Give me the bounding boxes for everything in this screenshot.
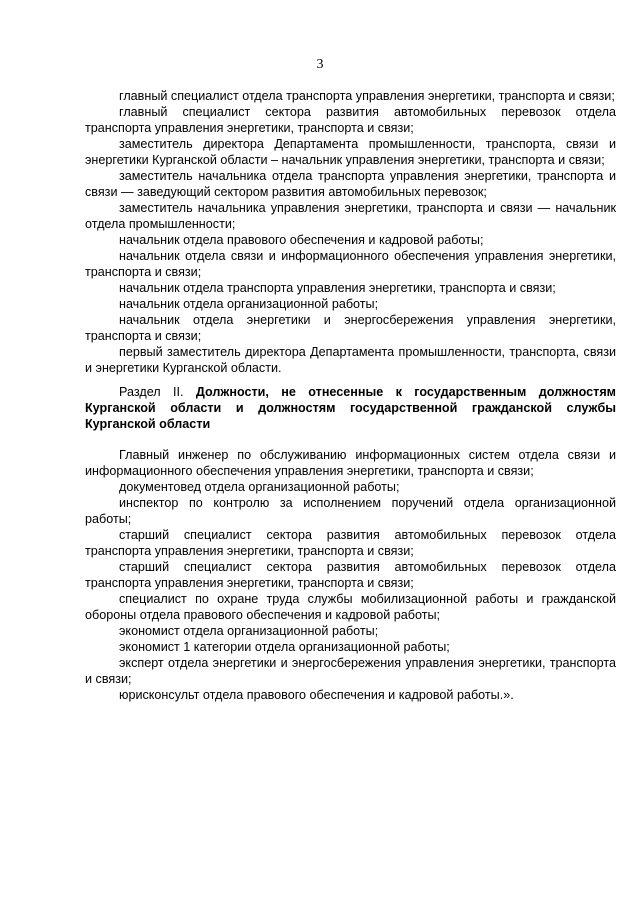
list-item: начальник отдела организационной работы; — [119, 297, 379, 311]
list-item: экономист 1 категории отдела организационной работы; — [119, 640, 450, 654]
list-item: начальник отдела правового обеспечения и кадровой работы; — [119, 233, 484, 247]
list-item: юрисконсульт отдела правового обеспечения и кадровой работы.». — [119, 688, 514, 702]
list-item: специалист по охране труда службы мобилизационной работы и гражданской обороны отдела правового обеспечения и кадровой работы; — [85, 592, 616, 622]
list-item: эксперт отдела энергетики и энергосбережения управления энергетики, транспорта и связи; — [85, 656, 616, 686]
list-item: Главный инженер по обслуживанию информационных систем отдела связи и информационного обеспечения управления энергетики, транспорта и связи; — [85, 448, 616, 478]
list-item: заместитель начальника управления энергетики, транспорта и связи — начальник отдела промышленности; — [85, 201, 616, 231]
section-heading-text — [85, 384, 616, 432]
list-item: экономист отдела организационной работы; — [119, 624, 379, 638]
list-item: старший специалист сектора развития автомобильных перевозок отдела транспорта управления энергетики, транспорта и связи; — [85, 528, 616, 558]
list-item: начальник отдела транспорта управления энергетики, транспорта и связи; — [119, 281, 556, 295]
positions-list-section-1 — [85, 88, 616, 376]
list-item: инспектор по контролю за исполнением поручений отдела организационной работы; — [85, 496, 616, 526]
list-item: старший специалист сектора развития автомобильных перевозок отдела транспорта управления энергетики, транспорта и связи; — [85, 560, 616, 590]
list-item: документовед отдела организационной работы; — [119, 480, 400, 494]
page-number: 3 — [316, 57, 324, 72]
list-item: главный специалист отдела транспорта управления энергетики, транспорта и связи; — [119, 89, 615, 103]
list-item: заместитель директора Департамента промышленности, транспорта, связи и энергетики Курганской области – начальник управления энергетики, транспорта и связи; — [85, 137, 616, 167]
section-heading — [85, 384, 616, 432]
list-item: заместитель начальника отдела транспорта управления энергетики, транспорта и связи — заведующий сектором развития автомобильных перевозок; — [85, 169, 616, 199]
list-item: начальник отдела энергетики и энергосбережения управления энергетики, транспорта и связи; — [85, 313, 616, 343]
section-prefix: Раздел II. — [119, 385, 184, 399]
list-item: первый заместитель директора Департамента промышленности, транспорта, связи и энергетики Курганской области. — [85, 345, 616, 375]
positions-list-section-2 — [85, 447, 616, 703]
list-item: начальник отдела связи и информационного обеспечения управления энергетики, транспорта и связи; — [85, 249, 616, 279]
list-item: главный специалист сектора развития автомобильных перевозок отдела транспорта управления энергетики, транспорта и связи; — [85, 105, 616, 135]
section-title: Должности, не отнесенные к государственным должностям Курганской области и должностям государственной гражданской службы Курганской области — [85, 385, 616, 431]
